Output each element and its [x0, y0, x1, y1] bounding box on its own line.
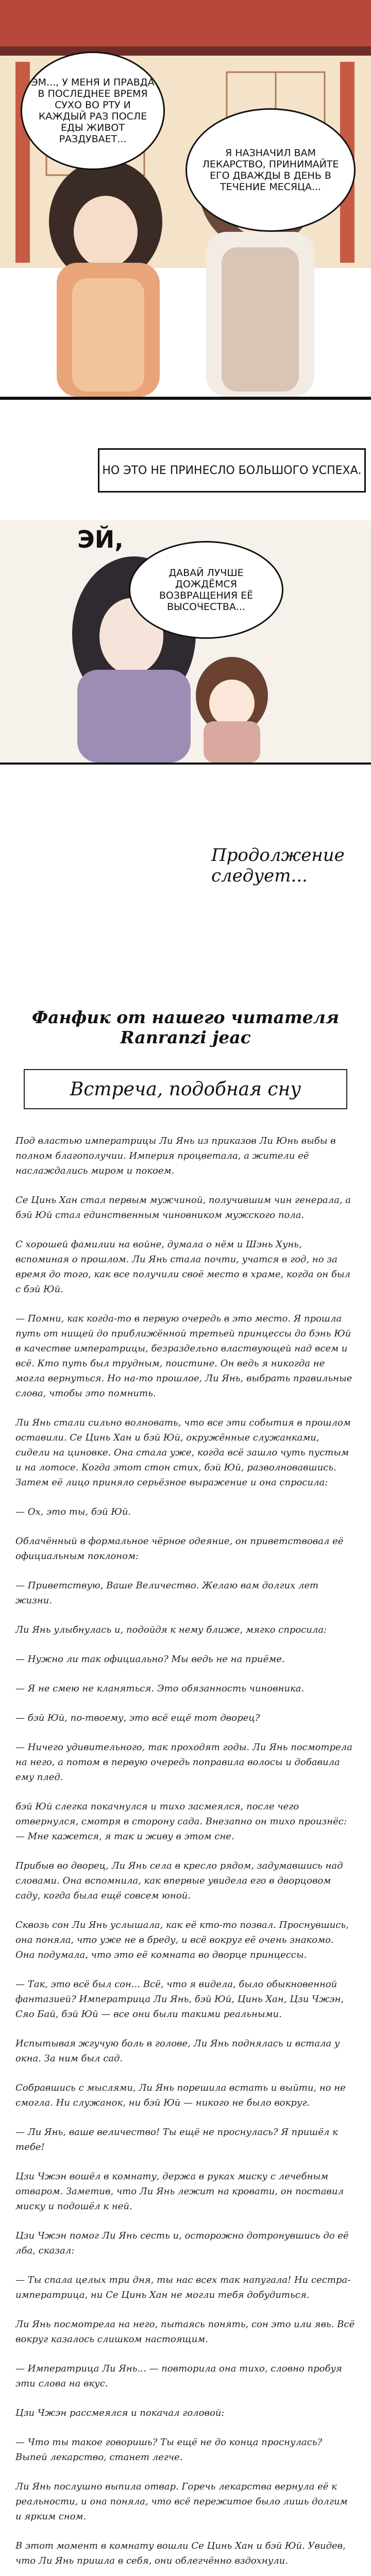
story-paragraph: — Ты спала целых три дня, ты нас всех так напугала! Ни сестра-императрица, ни Се Цинь Хан не могли тебя добудиться.: [15, 2275, 351, 2300]
story-paragraph: — Нужно ли так официально? Мы ведь не на приёме.: [15, 1654, 285, 1665]
story-paragraph: С хорошей фамилии на войне, думала о нём и Шэнь Хунь, вспоминая о прошлом. Ли Янь стала почти, учатся в год, но за время до того, как все получили своё место в храме, когда он был с бэй Юй.: [15, 1239, 350, 1295]
story-paragraph: Сквозь сон Ли Янь услышала, как её кто-то позвал. Проснувшись, она поняла, что уже не в бреду, и всё вокруг её очень знакомо. Она подумала, что это её комната во дворце принцессы.: [15, 1920, 349, 1960]
story-paragraph: — Так, это всё был сон... Всё, что я видела, было обыкновенной фантазией? Императрица Ли Янь, бэй Юй, Цинь Хан, Цзи Чжэн, Сяо Бай, бэй Юй — все они были такими реальными.: [15, 1979, 344, 2020]
story-paragraph: Ли Янь послушно выпила отвар. Горечь лекарства вернула её к реальности, и она поняла, что всё пережитое было лишь долгим и ярким сном.: [15, 2481, 348, 2522]
story-paragraph: Прибыв во дворец, Ли Янь села в кресло рядом, задумавшись над словами. Она вспомнила, как впервые увидела его в дворцовом саду, когда была ещё совсем юной.: [15, 1860, 343, 1901]
story-paragraph: Облачённый в формальное чёрное одеяние, он приветствовал её официальным поклоном:: [15, 1536, 344, 1562]
story-paragraph: — бэй Юй, по-твоему, это всё ещё тот дворец?: [15, 1713, 260, 1723]
sound-effect-hey: ЭЙ,: [77, 526, 124, 553]
narration-caption: НО ЭТО НЕ ПРИНЕСЛО БОЛЬШОГО УСПЕХА.: [98, 448, 366, 493]
story-paragraph: Цзи Чжэн вошёл в комнату, держа в руках миску с лечебным отваром. Заметив, что Ли Янь лежит на кровати, он поставил миску и подошёл к ней.: [15, 2171, 344, 2212]
story-paragraph: Под властью императрицы Ли Янь из приказов Ли Юнь выбы в полном благополучии. Империя процветала, а жители её наслаждались миром и покоем.: [15, 1136, 336, 1176]
speech-bubble-medicine: Я НАЗНАЧИЛ ВАМ ЛЕКАРСТВО, ПРИНИМАЙТЕ ЕГО ДВАЖДЫ В ДЕНЬ В ТЕЧЕНИЕ МЕСЯЦА...: [185, 108, 356, 232]
story-paragraph: — Что ты такое говоришь? Ты ещё не до конца проснулась? Выпей лекарство, станет легче.: [15, 2437, 323, 2463]
story-text: [15, 1133, 356, 2576]
story-paragraph: — Императрица Ли Янь... — повторила она тихо, словно пробуя эти слова на вкус.: [15, 2363, 342, 2389]
speech-bubble-dry-mouth: ЭМ..., У МЕНЯ И ПРАВДА В ПОСЛЕДНЕЕ ВРЕМЯ СУХО ВО РТУ И КАЖДЫЙ РАЗ ПОСЛЕ ЕДЫ ЖИВОТ РАЗДУВАЕТ...: [21, 52, 165, 170]
to-be-continued: Продолжение следует...: [211, 845, 345, 886]
story-paragraph: бэй Юй слегка покачнулся и тихо засмеялся, после чего отвернулся, смотря в сторону сада. Внезапно он тихо произнёс: — Мне кажется, я так и живу в этом сне.: [15, 1801, 347, 1842]
story-paragraph: Ли Янь стали сильно волновать, что все эти события в прошлом оставили. Се Цинь Хан и бэй Юй, окружённые служанками, сидели на циновке. Она стала уже, когда всё зашло чуть пустым и на лотосе. Когда этот стон стих, бэй Юй, разволновавшись. Затем её лицо приняло серьёзное выражение и она спросила:: [15, 1417, 351, 1488]
story-paragraph: — Ох, это ты, бэй Юй.: [15, 1506, 131, 1517]
comic-panel: [0, 0, 371, 907]
speech-bubble-wait-highness: ДАВАЙ ЛУЧШЕ ДОЖДЁМСЯ ВОЗВРАЩЕНИЯ ЕЁ ВЫСОЧЕСТВА...: [129, 541, 283, 639]
story-paragraph: — Помни, как когда-то в первую очередь в это место. Я прошла путь от нищей до приближённой третьей принцессы до бэнь Юй в качестве императрицы, безраздельно властвующей над всем и всё. Кто путь был трудным, поистине. Он ведь я никогда не могла вернуться. Но на-то прошлое, Ли Янь, выбрать правильные слова, чтобы это помнить.: [15, 1313, 352, 1399]
fanfic-title: Фанфик от нашего читателя Ranranzi jeac: [31, 1007, 340, 1047]
story-paragraph: Собравшись с мыслями, Ли Янь порешила встать и выйти, но не смогла. Ни служанок, ни бэй Юй — никого не было вокруг.: [15, 2082, 346, 2108]
story-paragraph: — Ничего удивительного, так проходят годы. Ли Янь посмотрела на него, а потом в первую очередь поправила волосы и добавила ему плед.: [15, 1742, 352, 1783]
story-paragraph: Цзи Чжэн рассмеялся и покачал головой:: [15, 2408, 225, 2418]
story-paragraph: Ли Янь улыбнулась и, подойдя к нему ближе, мягко спросила:: [15, 1624, 327, 1635]
story-paragraph: Ли Янь посмотрела на него, пытаясь понять, сон это или явь. Всё вокруг казалось слишком настоящим.: [15, 2319, 355, 2345]
story-paragraph: Се Цинь Хан стал первым мужчиной, получившим чин генерала, а бэй Юй стал единственным чиновником мужского пола.: [15, 1195, 351, 1221]
story-paragraph: В этот момент в комнату вошли Се Цинь Хан и бэй Юй. Увидев, что Ли Янь пришла в себя, они облегчённо вздохнули.: [15, 2540, 346, 2566]
story-paragraph: Цзи Чжэн помог Ли Янь сесть и, осторожно дотронувшись до её лба, сказал:: [15, 2230, 349, 2256]
chapter-title: Встреча, подобная сну: [24, 1069, 347, 1109]
story-paragraph: Испытывая жгучую боль в голове, Ли Янь поднялась и встала у окна. За ним был сад.: [15, 2038, 340, 2064]
story-paragraph: — Приветствую, Ваше Величество. Желаю вам долгих лет жизни.: [15, 1580, 319, 1606]
story-paragraph: — Ли Янь, ваше величество! Ты ещё не проснулась? Я пришёл к тебе!: [15, 2127, 338, 2153]
story-paragraph: — Я не смею не кланяться. Это обязанность чиновника.: [15, 1683, 305, 1694]
